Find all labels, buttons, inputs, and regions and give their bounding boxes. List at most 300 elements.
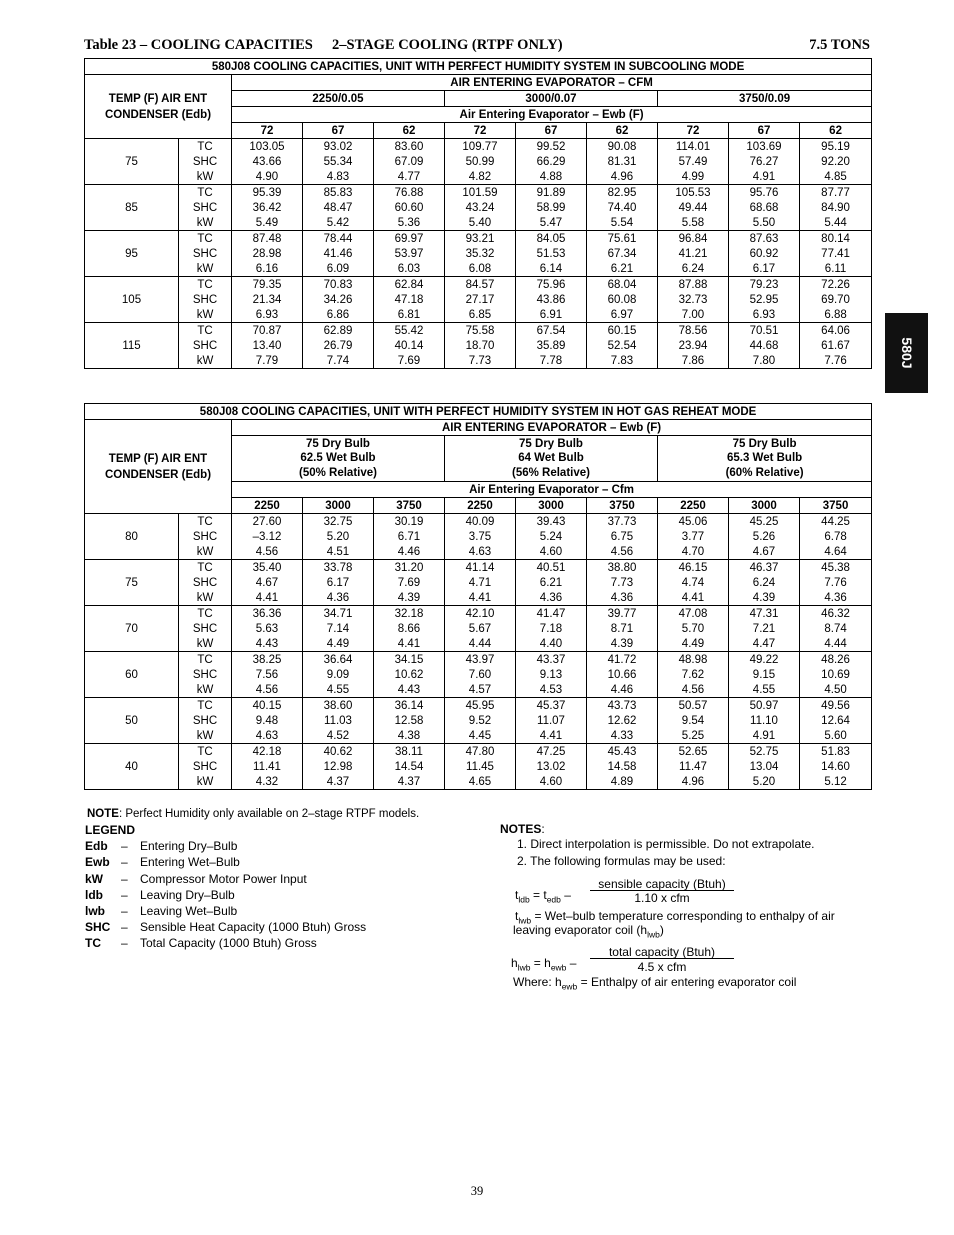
legend-dash: –	[121, 839, 128, 854]
value-cell: 10.66	[587, 667, 658, 682]
metric-label: TC	[179, 514, 232, 530]
value-cell: 6.24	[729, 575, 800, 590]
value-cell: 50.57	[658, 698, 729, 714]
legend	[85, 822, 367, 952]
value-cell: 7.14	[303, 621, 374, 636]
value-cell: 7.69	[374, 353, 445, 369]
value-cell: 4.91	[729, 169, 800, 185]
value-cell: 14.58	[587, 759, 658, 774]
value-cell: 50.99	[445, 154, 516, 169]
value-cell: 5.49	[232, 215, 303, 231]
value-cell: 43.73	[587, 698, 658, 714]
value-cell: 78.44	[303, 231, 374, 247]
value-cell: 4.47	[729, 636, 800, 652]
temp-cell: 85	[85, 185, 179, 231]
value-cell: 6.81	[374, 307, 445, 323]
table-row	[85, 682, 872, 698]
value-cell: 33.78	[303, 560, 374, 576]
value-cell: 95.19	[800, 139, 872, 155]
column-header: 62	[374, 123, 445, 139]
metric-label: kW	[179, 353, 232, 369]
column-header: 62	[587, 123, 658, 139]
value-cell: 60.15	[587, 323, 658, 339]
value-cell: 48.47	[303, 200, 374, 215]
value-cell: 52.95	[729, 292, 800, 307]
value-cell: 41.47	[516, 606, 587, 622]
legend-desc: Leaving Wet–Bulb	[140, 903, 238, 918]
legend-item	[85, 854, 240, 870]
legend-dash: –	[121, 936, 128, 951]
table-row	[85, 544, 872, 560]
table-title	[84, 37, 870, 55]
section-tab	[885, 313, 928, 393]
value-cell: 55.34	[303, 154, 374, 169]
metric-label: kW	[179, 682, 232, 698]
table-row	[85, 636, 872, 652]
temp-cell: 40	[85, 744, 179, 790]
group-header-line: (56% Relative)	[512, 466, 590, 479]
value-cell: 9.48	[232, 713, 303, 728]
value-cell: 7.62	[658, 667, 729, 682]
value-cell: 40.62	[303, 744, 374, 760]
group-header-line: 75 Dry Bulb	[519, 437, 583, 450]
value-cell: 52.65	[658, 744, 729, 760]
value-cell: 64.06	[800, 323, 872, 339]
column-header: 62	[800, 123, 872, 139]
legend-abbr: kW	[85, 871, 103, 886]
temp-cell: 50	[85, 698, 179, 744]
group-header-line: 62.5 Wet Bulb	[300, 452, 376, 465]
value-cell: 32.75	[303, 514, 374, 530]
value-cell: 12.98	[303, 759, 374, 774]
legend-desc: Compressor Motor Power Input	[140, 871, 307, 886]
value-cell: 7.60	[445, 667, 516, 682]
value-cell: 53.97	[374, 246, 445, 261]
value-cell: 5.60	[800, 728, 872, 744]
legend-item	[85, 871, 307, 887]
table-row	[85, 590, 872, 606]
value-cell: 4.37	[374, 774, 445, 790]
value-cell: 4.46	[374, 544, 445, 560]
value-cell: 49.44	[658, 200, 729, 215]
legend-abbr: Edb	[85, 839, 108, 854]
value-cell: 7.80	[729, 353, 800, 369]
value-cell: 61.67	[800, 338, 872, 353]
value-cell: 45.37	[516, 698, 587, 714]
value-cell: 84.57	[445, 277, 516, 293]
value-cell: 77.41	[800, 246, 872, 261]
value-cell: 4.33	[587, 728, 658, 744]
temp-cell: 70	[85, 606, 179, 652]
value-cell: 6.14	[516, 261, 587, 277]
group-header-line: (60% Relative)	[725, 466, 804, 479]
value-cell: 4.44	[445, 636, 516, 652]
value-cell: 70.51	[729, 323, 800, 339]
metric-label: TC	[179, 277, 232, 293]
table-row	[85, 169, 872, 185]
value-cell: 4.82	[445, 169, 516, 185]
value-cell: 84.90	[800, 200, 872, 215]
value-cell: 47.18	[374, 292, 445, 307]
value-cell: 103.05	[232, 139, 303, 155]
table-caption: 580J08 COOLING CAPACITIES, UNIT WITH PERFECT HUMIDITY SYSTEM IN SUBCOOLING MODE	[85, 59, 872, 75]
table-head	[85, 404, 872, 514]
value-cell: 5.58	[658, 215, 729, 231]
value-cell: 101.59	[445, 185, 516, 201]
metric-label: TC	[179, 744, 232, 760]
value-cell: 4.43	[374, 682, 445, 698]
value-cell: 4.71	[445, 575, 516, 590]
value-cell: 69.70	[800, 292, 872, 307]
value-cell: 4.39	[587, 636, 658, 652]
value-cell: 34.15	[374, 652, 445, 668]
value-cell: 34.26	[303, 292, 374, 307]
legend-item	[85, 935, 317, 951]
value-cell: 96.84	[658, 231, 729, 247]
value-cell: 67.34	[587, 246, 658, 261]
value-cell: 74.40	[587, 200, 658, 215]
temp-column-header	[85, 75, 232, 139]
value-cell: 62.89	[303, 323, 374, 339]
column-header: 2250	[445, 498, 516, 514]
value-cell: 11.45	[445, 759, 516, 774]
value-cell: –3.12	[232, 529, 303, 544]
value-cell: 7.18	[516, 621, 587, 636]
value-cell: 6.85	[445, 307, 516, 323]
value-cell: 13.40	[232, 338, 303, 353]
value-cell: 35.32	[445, 246, 516, 261]
value-cell: 48.26	[800, 652, 872, 668]
value-cell: 30.19	[374, 514, 445, 530]
value-cell: 40.14	[374, 338, 445, 353]
metric-label: TC	[179, 652, 232, 668]
column-header: 2250	[658, 498, 729, 514]
value-cell: 7.79	[232, 353, 303, 369]
value-cell: 31.20	[374, 560, 445, 576]
column-header: 3000	[729, 498, 800, 514]
group-header-line: (50% Relative)	[299, 466, 377, 479]
value-cell: 8.66	[374, 621, 445, 636]
metric-label: kW	[179, 774, 232, 790]
metric-label: kW	[179, 590, 232, 606]
value-cell: 46.37	[729, 560, 800, 576]
temp-cell: 60	[85, 652, 179, 698]
formula-where: Where: $h_{ewb}$ = Enthalpy of air entering evaporator coil	[513, 975, 797, 992]
value-cell: 41.14	[445, 560, 516, 576]
value-cell: 4.36	[516, 590, 587, 606]
metric-label: TC	[179, 231, 232, 247]
table-row	[85, 652, 872, 668]
value-cell: 5.40	[445, 215, 516, 231]
value-cell: 55.42	[374, 323, 445, 339]
value-cell: 5.20	[303, 529, 374, 544]
cfm-group-header	[445, 436, 658, 482]
legend-abbr: lwb	[85, 903, 105, 918]
value-cell: 4.44	[800, 636, 872, 652]
value-cell: 6.24	[658, 261, 729, 277]
value-cell: 36.14	[374, 698, 445, 714]
value-cell: 79.23	[729, 277, 800, 293]
value-cell: 67.09	[374, 154, 445, 169]
table-body	[85, 514, 872, 790]
value-cell: 4.56	[587, 544, 658, 560]
value-cell: 4.63	[232, 728, 303, 744]
legend-desc: Sensible Heat Capacity (1000 Btuh) Gross	[140, 920, 367, 935]
value-cell: 4.91	[729, 728, 800, 744]
formula-hlwb-denominator: 4.5 x cfm	[637, 960, 687, 974]
table-row	[85, 246, 872, 261]
value-cell: 4.41	[658, 590, 729, 606]
metric-label: SHC	[179, 759, 232, 774]
value-cell: 9.52	[445, 713, 516, 728]
legend-abbr: SHC	[85, 920, 111, 935]
value-cell: 87.48	[232, 231, 303, 247]
value-cell: 38.60	[303, 698, 374, 714]
table-row	[85, 560, 872, 576]
value-cell: 90.08	[587, 139, 658, 155]
table-row	[85, 529, 872, 544]
value-cell: 7.73	[445, 353, 516, 369]
value-cell: 11.41	[232, 759, 303, 774]
sub-header: Air Entering Evaporator – Ewb (F)	[232, 107, 872, 123]
value-cell: 5.24	[516, 529, 587, 544]
metric-label: SHC	[179, 338, 232, 353]
temp-cell: 80	[85, 514, 179, 560]
value-cell: 4.74	[658, 575, 729, 590]
table-row	[85, 606, 872, 622]
column-header: 2250	[232, 498, 303, 514]
value-cell: 7.21	[729, 621, 800, 636]
value-cell: 4.36	[587, 590, 658, 606]
legend-dash: –	[121, 903, 128, 918]
note-label: NOTE	[87, 808, 119, 820]
legend-desc: Leaving Dry–Bulb	[140, 887, 235, 902]
value-cell: 40.51	[516, 560, 587, 576]
table-row	[85, 575, 872, 590]
value-cell: 49.22	[729, 652, 800, 668]
legend-desc: Entering Wet–Bulb	[140, 855, 240, 870]
value-cell: 76.27	[729, 154, 800, 169]
value-cell: 4.37	[303, 774, 374, 790]
value-cell: 67.54	[516, 323, 587, 339]
value-cell: 4.52	[303, 728, 374, 744]
value-cell: 52.54	[587, 338, 658, 353]
formula-ldb-numerator: sensible capacity (Btuh)	[598, 877, 726, 891]
value-cell: 4.55	[729, 682, 800, 698]
value-cell: 49.56	[800, 698, 872, 714]
value-cell: 41.46	[303, 246, 374, 261]
value-cell: 42.18	[232, 744, 303, 760]
value-cell: 13.02	[516, 759, 587, 774]
formula-ldb-denominator: 1.10 x cfm	[634, 891, 690, 905]
table-head	[85, 59, 872, 139]
column-header: 3000	[303, 498, 374, 514]
group-header: AIR ENTERING EVAPORATOR – CFM	[232, 75, 872, 91]
value-cell: 3.75	[445, 529, 516, 544]
value-cell: 4.77	[374, 169, 445, 185]
value-cell: 13.04	[729, 759, 800, 774]
value-cell: 4.55	[303, 682, 374, 698]
value-cell: 43.86	[516, 292, 587, 307]
cfm-group-header: 3750/0.09	[658, 91, 872, 107]
value-cell: 5.42	[303, 215, 374, 231]
value-cell: 27.17	[445, 292, 516, 307]
value-cell: 7.73	[587, 575, 658, 590]
value-cell: 5.25	[658, 728, 729, 744]
value-cell: 4.63	[445, 544, 516, 560]
value-cell: 9.13	[516, 667, 587, 682]
value-cell: 5.63	[232, 621, 303, 636]
metric-label: TC	[179, 139, 232, 155]
value-cell: 4.67	[232, 575, 303, 590]
value-cell: 60.92	[729, 246, 800, 261]
column-header: 3750	[374, 498, 445, 514]
temp-header-text: TEMP (F) AIR ENT CONDENSER (Edb)	[104, 92, 212, 121]
value-cell: 7.00	[658, 307, 729, 323]
value-cell: 4.41	[374, 636, 445, 652]
value-cell: 7.69	[374, 575, 445, 590]
value-cell: 83.60	[374, 139, 445, 155]
value-cell: 4.41	[445, 590, 516, 606]
temp-column-header	[85, 420, 232, 514]
legend-item	[85, 887, 235, 903]
value-cell: 40.15	[232, 698, 303, 714]
temp-cell: 95	[85, 231, 179, 277]
value-cell: 10.62	[374, 667, 445, 682]
value-cell: 4.38	[374, 728, 445, 744]
value-cell: 95.39	[232, 185, 303, 201]
notes: NOTES:	[500, 822, 545, 836]
value-cell: 6.91	[516, 307, 587, 323]
table-row	[85, 261, 872, 277]
perfect-humidity-note	[87, 808, 419, 820]
value-cell: 6.75	[587, 529, 658, 544]
metric-label: kW	[179, 261, 232, 277]
value-cell: 9.15	[729, 667, 800, 682]
group-header-line: 75 Dry Bulb	[306, 437, 370, 450]
value-cell: 4.99	[658, 169, 729, 185]
value-cell: 41.21	[658, 246, 729, 261]
value-cell: 75.61	[587, 231, 658, 247]
value-cell: 93.02	[303, 139, 374, 155]
value-cell: 35.40	[232, 560, 303, 576]
legend-desc: Entering Dry–Bulb	[140, 839, 238, 854]
value-cell: 4.56	[232, 682, 303, 698]
value-cell: 44.25	[800, 514, 872, 530]
legend-abbr: Ewb	[85, 855, 110, 870]
table-row	[85, 307, 872, 323]
table-body	[85, 139, 872, 369]
value-cell: 36.64	[303, 652, 374, 668]
metric-label: SHC	[179, 575, 232, 590]
value-cell: 11.47	[658, 759, 729, 774]
value-cell: 4.88	[516, 169, 587, 185]
value-cell: 32.18	[374, 606, 445, 622]
legend-dash: –	[121, 871, 128, 886]
value-cell: 4.65	[445, 774, 516, 790]
value-cell: 41.72	[587, 652, 658, 668]
column-header: 3750	[800, 498, 872, 514]
value-cell: 4.67	[729, 544, 800, 560]
metric-label: kW	[179, 544, 232, 560]
value-cell: 6.11	[800, 261, 872, 277]
value-cell: 5.36	[374, 215, 445, 231]
value-cell: 11.07	[516, 713, 587, 728]
value-cell: 68.04	[587, 277, 658, 293]
value-cell: 5.54	[587, 215, 658, 231]
value-cell: 62.84	[374, 277, 445, 293]
value-cell: 12.64	[800, 713, 872, 728]
value-cell: 4.85	[800, 169, 872, 185]
value-cell: 45.38	[800, 560, 872, 576]
value-cell: 4.36	[303, 590, 374, 606]
value-cell: 48.98	[658, 652, 729, 668]
metric-label: TC	[179, 185, 232, 201]
value-cell: 4.49	[658, 636, 729, 652]
table-row	[85, 139, 872, 155]
value-cell: 78.56	[658, 323, 729, 339]
legend-item	[85, 903, 238, 919]
value-cell: 4.41	[516, 728, 587, 744]
value-cell: 6.78	[800, 529, 872, 544]
value-cell: 82.95	[587, 185, 658, 201]
value-cell: 12.62	[587, 713, 658, 728]
value-cell: 9.54	[658, 713, 729, 728]
formula-hlwb-numerator: total capacity (Btuh)	[608, 945, 716, 959]
value-cell: 50.97	[729, 698, 800, 714]
value-cell: 51.83	[800, 744, 872, 760]
value-cell: 8.71	[587, 621, 658, 636]
value-cell: 7.76	[800, 575, 872, 590]
temp-cell: 75	[85, 139, 179, 185]
value-cell: 79.35	[232, 277, 303, 293]
value-cell: 93.21	[445, 231, 516, 247]
metric-label: SHC	[179, 713, 232, 728]
hot-gas-reheat-capacity-table	[84, 403, 872, 790]
metric-label: kW	[179, 307, 232, 323]
value-cell: 4.83	[303, 169, 374, 185]
metric-label: SHC	[179, 200, 232, 215]
table-title-center: 2–STAGE COOLING (RTPF ONLY)	[332, 37, 563, 53]
table-row	[85, 292, 872, 307]
value-cell: 5.67	[445, 621, 516, 636]
value-cell: 92.20	[800, 154, 872, 169]
table-row	[85, 667, 872, 682]
metric-label: SHC	[179, 292, 232, 307]
value-cell: 47.80	[445, 744, 516, 760]
value-cell: 4.57	[445, 682, 516, 698]
table-title-left: Table 23 – COOLING CAPACITIES	[84, 37, 313, 53]
value-cell: 51.53	[516, 246, 587, 261]
table-row	[85, 185, 872, 201]
value-cell: 45.95	[445, 698, 516, 714]
legend-abbr: ldb	[85, 887, 103, 902]
sub-header: Air Entering Evaporator – Cfm	[232, 482, 872, 498]
note-text: : Perfect Humidity only available on 2–stage RTPF models.	[118, 808, 420, 820]
page-number: 39	[470, 1184, 484, 1198]
value-cell: 7.74	[303, 353, 374, 369]
value-cell: 4.56	[658, 682, 729, 698]
value-cell: 6.21	[587, 261, 658, 277]
table-row	[85, 759, 872, 774]
value-cell: 21.34	[232, 292, 303, 307]
column-header: 67	[516, 123, 587, 139]
value-cell: 6.93	[729, 307, 800, 323]
table-row	[85, 323, 872, 339]
notes-heading: NOTES	[500, 822, 542, 836]
metric-label: kW	[179, 728, 232, 744]
value-cell: 43.97	[445, 652, 516, 668]
